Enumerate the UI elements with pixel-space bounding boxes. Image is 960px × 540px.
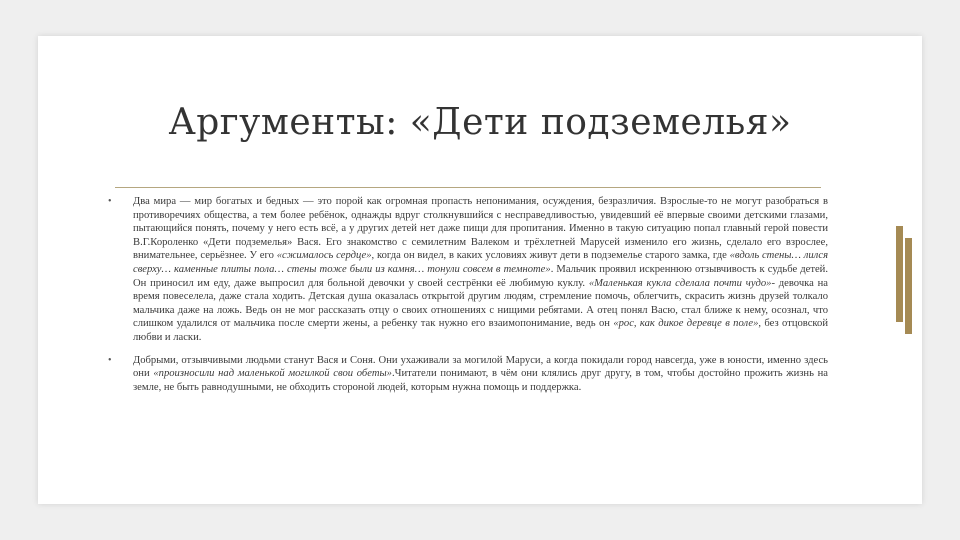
decorative-bar	[896, 226, 903, 322]
bullet-paragraph	[108, 354, 828, 395]
text-segment: , когда он видел, в каких условиях живут дети в подземелье старого замка, где	[371, 250, 730, 262]
text-segment: .Читатели понимают, в чём они клялись друг другу, в том, чтобы достойно прожить жизнь на земле, не быть равнодушными, не обходить стороной людей, которым нужна помощь и поддержка.	[133, 368, 829, 393]
text-segment: , без отцовской любви и ласки.	[133, 318, 829, 343]
quote-segment: «произносили над маленькой могилкой свои обеты»	[153, 368, 392, 380]
quote-segment: «вдоль стены… лился сверху… каменные плиты пола… стены тоже были из камня… тонули совсем в темноте»	[133, 250, 828, 275]
text-segment: - девочка на время повеселела, даже стала ходить. Детская душа оказалась открытой другим людям, стремление помочь, облегчить, скрасить жизнь друзей толкало мальчика даже на ложь. Ведь он не мог рассказать отцу о своих отношениях с нищими ребятами. А отец понял Васю, стал ближе к нему, осознал, что слишком удалился от мальчика после смерти жены, а ребенку так нужно его взаимопонимание, ведь он	[133, 277, 828, 330]
bullet-marker: •	[108, 354, 112, 366]
slide-title: Аргументы: «Дети подземелья»	[168, 102, 792, 143]
paragraph-text	[133, 355, 828, 393]
quote-segment: «Маленькая кукла сделала почти чудо»	[588, 277, 772, 289]
text-segment: Два мира — мир богатых и бедных — это порой как огромная пропасть непонимания, осуждения, безразличия. Взрослые-то не могут разобраться в противоречиях общества, а тем более ребёнок, однажды вдруг столкнувшийся с несправедливостью, увидевший её впервые своими детскими глазами, пытающийся понять, почему у него есть всё, а у других детей нет даже пищи для пропитания. Именно в такую ситуацию попал главный герой повести В.Г.Короленко «Дети подземелья» Вася. Его знакомство с семилетним Валеком и трёхлетней Марусей изменило его жизнь, сделало его взрослее, внимательнее, серьёзнее. У его	[133, 196, 828, 262]
quote-segment: «сжималось сердце»	[276, 250, 372, 262]
bullet-paragraph	[108, 195, 828, 345]
quote-segment: «рос, как дикое деревце в поле»	[613, 318, 759, 330]
bullet-marker: •	[108, 196, 112, 207]
decorative-side-bars	[896, 226, 916, 336]
text-segment: Добрыми, отзывчивыми людьми станут Вася и Соня. Они ухаживали за могилой Маруси, а когда покидали город навсегда, уже в юности, именно здесь они	[133, 354, 828, 380]
slide-content	[108, 195, 828, 403]
paragraph-text	[133, 196, 828, 343]
decorative-bar	[905, 238, 912, 334]
text-segment: . Мальчик проявил искреннюю отзывчивость к судьбе детей. Он приносил им еду, даже выпросил для больной девочки у своей сестрёнки её любимую куклу.	[133, 263, 828, 289]
title-divider	[115, 187, 821, 188]
